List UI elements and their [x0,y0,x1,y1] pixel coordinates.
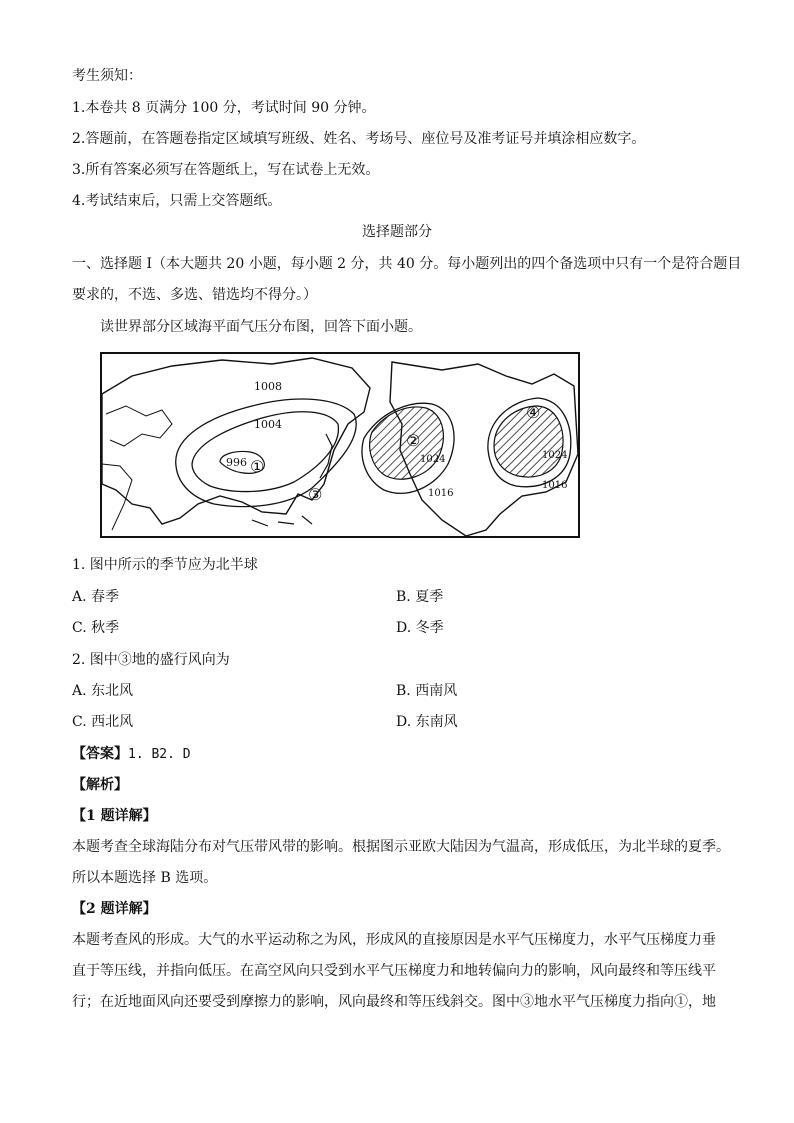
indonesia [252,516,312,526]
africa-coast [102,464,132,530]
answer-line [72,744,191,765]
notice-item-1: 1.本卷共 8 页满分 100 分，考试时间 90 分钟。 [72,100,376,116]
question-1-stem: 1. 图中所示的季节应为北半球 [72,557,258,573]
question-2-option-d: D. 东南风 [396,714,458,730]
question-1-option-b: B. 夏季 [396,589,444,605]
isobar-label-1016-pacific: 1016 [428,488,454,499]
analysis-q2-line-3: 行；在近地面风向还要受到摩擦力的影响，风向最终和等压线斜交。图中③地水平气压梯度力指向①，地 [72,994,716,1010]
pressure-map-figure [102,354,578,536]
marker-2: ② [406,431,421,450]
isobar-label-1004: 1004 [254,418,282,431]
isobar-label-996: 996 [226,456,247,469]
question-2-option-a: A. 东北风 [72,683,134,699]
analysis-q2-line-1: 本题考查风的形成。大气的水平运动称之为风，形成风的直接原因是水平气压梯度力，水平气压梯度力垂 [72,932,716,948]
notice-item-2: 2.答题前，在答题卷指定区域填写班级、姓名、考场号、座位号及准考证号并填涂相应数字。 [72,131,646,147]
part1-heading-line1: 一、选择题 I（本大题共 20 小题，每小题 2 分，共 40 分。每小题列出的四个备选项中只有一个是符合题目 [72,256,742,272]
analysis-q1-line-2: 所以本题选择 B 选项。 [72,870,218,886]
question-1-option-d: D. 冬季 [396,620,444,636]
analysis-label: 【解析】 [72,777,128,793]
question-2-option-c: C. 西北风 [72,714,134,730]
analysis-q2-line-2: 直于等压线，并指向低压。在高空风向只受到水平气压梯度力和地转偏向力的影响，风向最终和等压线平 [72,963,716,979]
section-title: 选择题部分 [362,224,432,240]
question-2-stem: 2. 图中③地的盛行风向为 [72,652,230,668]
isobar-label-1024-atlantic: 1024 [542,450,568,461]
question-1-option-a: A. 春季 [72,589,120,605]
analysis-q1-line-1: 本题考查全球海陆分布对气压带风带的影响。根据图示亚欧大陆因为气温高，形成低压，为北半球的夏季。 [72,839,730,855]
marker-3: ③ [308,485,323,504]
notice-title: 考生须知： [72,68,142,84]
marker-1: ① [250,457,265,476]
isobar-label-1024-pacific: 1024 [420,454,446,465]
question-2-option-b: B. 西南风 [396,683,458,699]
notice-item-4: 4.考试结束后，只需上交答题纸。 [72,193,282,209]
part1-intro: 读世界部分区域海平面气压分布图，回答下面小题。 [100,319,422,335]
part1-heading-line2: 要求的，不选、多选、错选均不得分。） [72,287,317,303]
analysis-q1-label: 【1 题详解】 [72,808,157,824]
europe-coast [106,406,172,446]
marker-4: ④ [526,403,541,422]
analysis-q2-label: 【2 题详解】 [72,901,157,917]
isobar-label-1016-atlantic: 1016 [542,480,568,491]
pressure-map [100,352,580,538]
answer-label: 【答案】 [72,746,128,762]
isobar-label-1008: 1008 [254,380,282,393]
question-1-option-c: C. 秋季 [72,620,120,636]
notice-item-3: 3.所有答案必须写在答题纸上，写在试卷上无效。 [72,162,380,178]
answer-text: 1. B2. D [128,747,191,762]
